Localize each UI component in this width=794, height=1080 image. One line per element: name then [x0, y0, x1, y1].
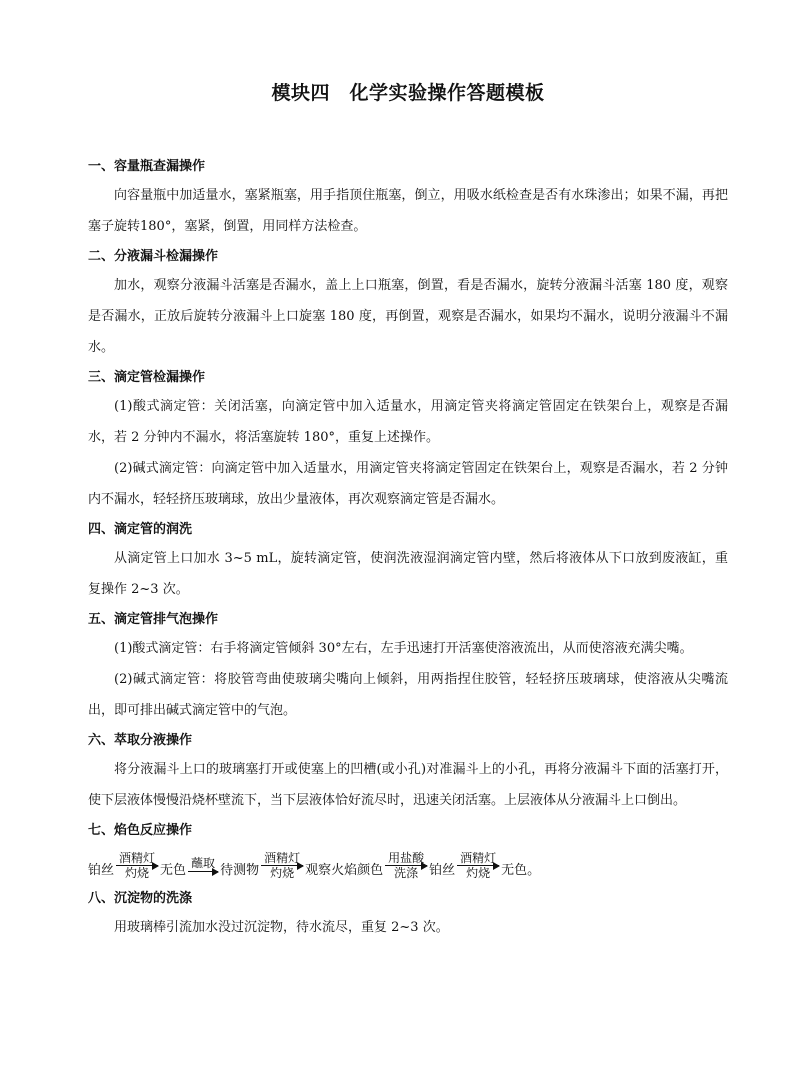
arrow-line: [116, 865, 158, 866]
flow-step: 无色: [160, 863, 187, 878]
arrow-label-bottom: 灼烧: [466, 866, 491, 880]
paragraph: (2)碱式滴定管：向滴定管中加入适量水，用滴定管夹将滴定管固定在铁架台上，观察是否漏水，若 2 分钟内不漏水，轻轻挤压玻璃球，放出少量液体，再次观察滴定管是否漏水。: [88, 461, 728, 507]
flow-arrow: [116, 851, 158, 880]
arrow-label-top: 蘸取: [191, 856, 216, 870]
section-1: [88, 154, 728, 242]
flow-step: 无色。: [501, 863, 541, 878]
paragraph: 从滴定管上口加水 3~5 mL，旋转滴定管，使润洗液湿润滴定管内壁，然后将液体从下口放到废液缸，重复操作 2~3 次。: [88, 551, 728, 597]
flow-step: 观察火焰颜色: [305, 863, 384, 878]
flame-test-flow: [88, 846, 728, 880]
section-heading: 八、沉淀物的洗涤: [88, 891, 193, 906]
flow-step: 待测物: [220, 863, 260, 878]
arrow-line: [261, 865, 303, 866]
paragraph: 向容量瓶中加适量水，塞紧瓶塞，用手指顶住瓶塞，倒立，用吸水纸检查是否有水珠渗出；如果不漏，再把塞子旋转180°，塞紧，倒置，用同样方法检查。: [88, 188, 728, 234]
section-heading: 七、焰色反应操作: [88, 823, 193, 838]
section-3: [88, 365, 728, 515]
section-heading: 二、分液漏斗检漏操作: [88, 249, 219, 264]
section-heading: 一、容量瓶查漏操作: [88, 159, 206, 174]
section-5: [88, 607, 728, 726]
section-heading: 六、萃取分液操作: [88, 733, 193, 748]
flow-arrow: [261, 851, 303, 880]
paragraph: (2)碱式滴定管：将胶管弯曲使玻璃尖嘴向上倾斜，用两指捏住胶管，轻轻挤压玻璃球，使溶液从尖嘴流出，即可排出碱式滴定管中的气泡。: [88, 672, 728, 718]
arrow-label-top: 酒精灯: [264, 851, 301, 865]
section-8: [88, 886, 728, 943]
flow-step: 铂丝: [88, 863, 115, 878]
arrow-label-top: 用盐酸: [388, 851, 425, 865]
flow-arrow: [188, 856, 218, 872]
flow-arrow: [385, 851, 427, 880]
arrow-label-bottom: 洗涤: [394, 866, 419, 880]
arrow-label-bottom: 灼烧: [270, 866, 295, 880]
flow-arrow: [457, 851, 499, 880]
flow-step: 铂丝: [429, 863, 456, 878]
page-title: 模块四 化学实验操作答题模板: [271, 82, 545, 104]
document-page: [88, 78, 728, 945]
paragraph: (1)酸式滴定管：右手将滴定管倾斜 30°左右，左手迅速打开活塞使溶液流出，从而使溶液充满尖嘴。: [114, 641, 693, 656]
section-7: [88, 818, 728, 880]
arrow-label-bottom: 灼烧: [125, 866, 150, 880]
section-heading: 三、滴定管检漏操作: [88, 370, 206, 385]
arrow-label-top: 酒精灯: [460, 851, 497, 865]
arrow-line: [188, 871, 218, 872]
arrow-line: [385, 865, 427, 866]
paragraph: 用玻璃棒引流加水没过沉淀物，待水流尽，重复 2~3 次。: [114, 920, 449, 935]
section-6: [88, 728, 728, 816]
paragraph: 将分液漏斗上口的玻璃塞打开或使塞上的凹槽(或小孔)对准漏斗上的小孔，再将分液漏斗下面的活塞打开，使下层液体慢慢沿烧杯壁流下，当下层液体恰好流尽时，迅速关闭活塞。上层液体从分液漏斗上口倒出。: [88, 762, 728, 808]
arrow-label-top: 酒精灯: [119, 851, 156, 865]
section-heading: 五、滴定管排气泡操作: [88, 612, 219, 627]
arrow-line: [457, 865, 499, 866]
paragraph: (1)酸式滴定管：关闭活塞，向滴定管中加入适量水，用滴定管夹将滴定管固定在铁架台上，观察是否漏水，若 2 分钟内不漏水，将活塞旋转 180°，重复上述操作。: [88, 399, 728, 445]
section-heading: 四、滴定管的润洗: [88, 522, 193, 537]
section-2: [88, 244, 728, 363]
section-4: [88, 517, 728, 605]
paragraph: 加水，观察分液漏斗活塞是否漏水，盖上上口瓶塞，倒置，看是否漏水，旋转分液漏斗活塞 180 度，观察是否漏水，正放后旋转分液漏斗上口旋塞 180 度，再倒置，观察是否漏水，如果均不漏水，说明分液漏斗不漏水。: [88, 278, 728, 355]
